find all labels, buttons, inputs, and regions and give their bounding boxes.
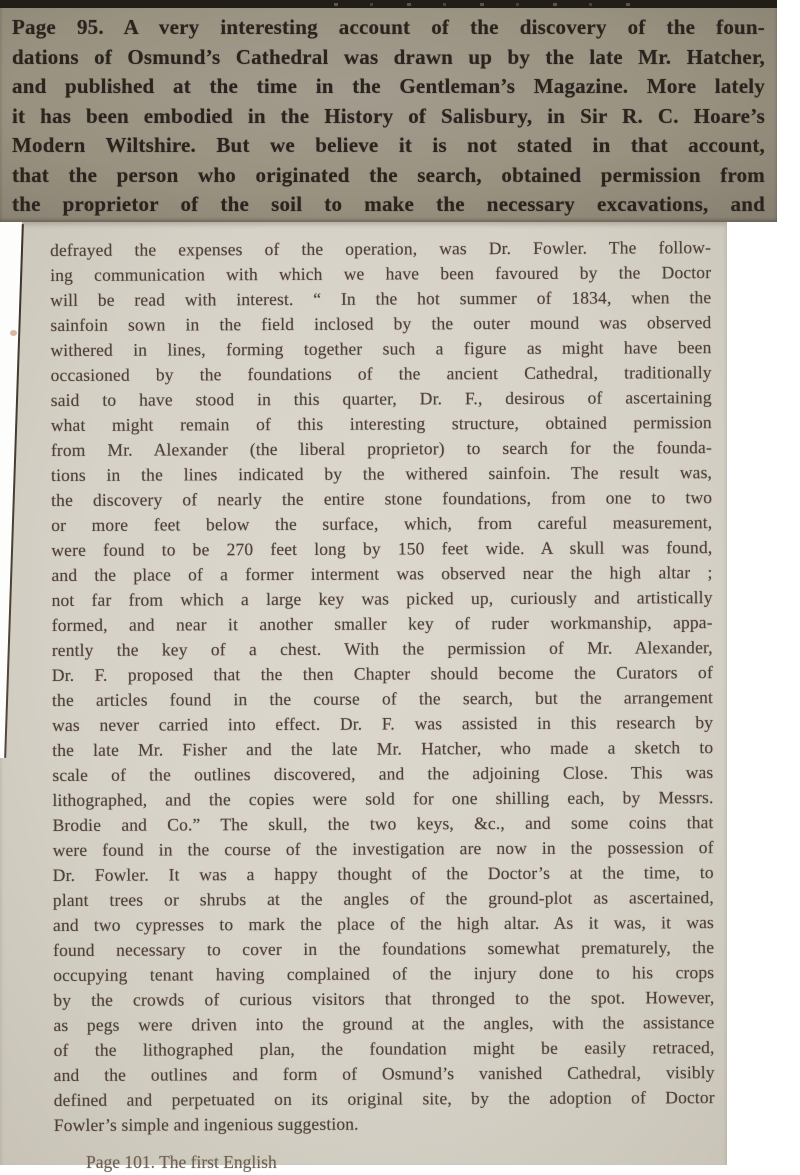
text-line: that the person who originated the search, obtained permission from: [12, 162, 765, 187]
text-line: and two cypresses to mark the place of the high altar. As it was, it was: [52, 912, 715, 935]
text-line: were found to be 270 feet long by 150 feet wide. A skull was found,: [51, 537, 713, 560]
top-scan-block: [0, 0, 777, 222]
text-line: Brodie and Co.” The skull, the two keys, &c., and some coins that: [52, 812, 714, 835]
text-line: Dr. Fowler. It was a happy thought of the Doctor’s at the time, to: [52, 862, 714, 885]
text-line: it has been embodied in the History of Salisbury, in Sir R. C. Hoare’s: [12, 103, 765, 128]
text-line: Dr. F. proposed that the then Chapter should become the Curators of: [51, 662, 713, 685]
text-line: dations of Osmund’s Cathedral was drawn up by the late Mr. Hatcher,: [12, 44, 765, 69]
text-line: as pegs were driven into the ground at the angles, with the assistance: [53, 1012, 715, 1035]
text-line: or more feet below the surface, which, from careful measurement,: [51, 512, 713, 535]
text-line: and published at the time in the Gentleman’s Magazine. More lately: [12, 74, 765, 98]
text-line: occasioned by the foundations of the ancient Cathedral, traditionally: [50, 362, 712, 385]
text-line: said to have stood in this quarter, Dr. F., desirous of ascertaining: [50, 387, 712, 410]
page-edge-shadow: [0, 0, 777, 8]
text-line: from Mr. Alexander (the liberal proprietor) to search for the founda-: [50, 437, 712, 460]
text-line: Page 95. A very interesting account of the discovery of the foun-: [12, 15, 765, 39]
text-line: was never carried into effect. Dr. F. was assisted in this research by: [52, 712, 714, 735]
bottom-scan-block: [0, 222, 727, 1172]
text-line: ing communication with which we have been favoured by the Doctor: [50, 262, 712, 285]
text-line: rently the key of a chest. With the permission of Mr. Alexander,: [51, 637, 713, 660]
text-line: were found in the course of the investigation are now in the possession of: [52, 837, 714, 860]
text-line: by the crowds of curious visitors that thronged to the spot. However,: [53, 987, 715, 1010]
text-line: scale of the outlines discovered, and the adjoining Close. This was: [52, 762, 714, 785]
text-line: formed, and near it another smaller key of ruder workmanship, appa-: [51, 612, 713, 635]
text-line: defined and perpetuated on its original site, by the adoption of Doctor: [53, 1087, 715, 1110]
page-blemish: [10, 330, 17, 336]
text-line: of the lithographed plan, the foundation might be easily retraced,: [53, 1037, 715, 1060]
text-line: will be read with interest. “ In the hot summer of 1834, when the: [50, 287, 712, 310]
top-paragraph: [12, 13, 765, 220]
text-line: occupying tenant having complained of the injury done to his crops: [53, 962, 715, 985]
text-line: the late Mr. Fisher and the late Mr. Hatcher, who made a sketch to: [52, 737, 714, 760]
body-paragraph: [50, 235, 715, 1138]
text-line: the discovery of nearly the entire stone foundations, from one to two: [51, 487, 713, 510]
text-line: Modern Wiltshire. But we believe it is not stated in that account,: [12, 133, 765, 157]
text-line: tions in the lines indicated by the withered sainfoin. The result was,: [50, 462, 713, 485]
text-line: found necessary to cover in the foundations somewhat prematurely, the: [53, 937, 715, 960]
text-line: what might remain of this interesting structure, obtained permission: [50, 412, 712, 435]
text-line: sainfoin sown in the field inclosed by the outer mound was observed: [50, 312, 712, 335]
text-line: and the place of a former interment was observed near the high altar ;: [51, 562, 713, 585]
text-line: lithographed, and the copies were sold for one shilling each, by Messrs.: [52, 787, 714, 810]
clipped-next-line: Page 101. The first English: [86, 1152, 277, 1172]
text-line: Fowler’s simple and ingenious suggestion.: [53, 1113, 359, 1135]
text-line: plant trees or shrubs at the angles of the ground-plot as ascertained,: [52, 887, 714, 910]
text-line: not far from which a large key was picked up, curiously and artistically: [51, 587, 713, 610]
text-line: defrayed the expenses of the operation, was Dr. Fowler. The follow-: [50, 237, 712, 260]
text-line: the proprietor of the soil to make the necessary excavations, and: [12, 192, 765, 216]
text-line: and the outlines and form of Osmund’s vanished Cathedral, visibly: [53, 1062, 715, 1085]
text-line: withered in lines, forming together such a figure as might have been: [50, 337, 712, 360]
text-line: the articles found in the course of the search, but the arrangement: [51, 687, 714, 710]
